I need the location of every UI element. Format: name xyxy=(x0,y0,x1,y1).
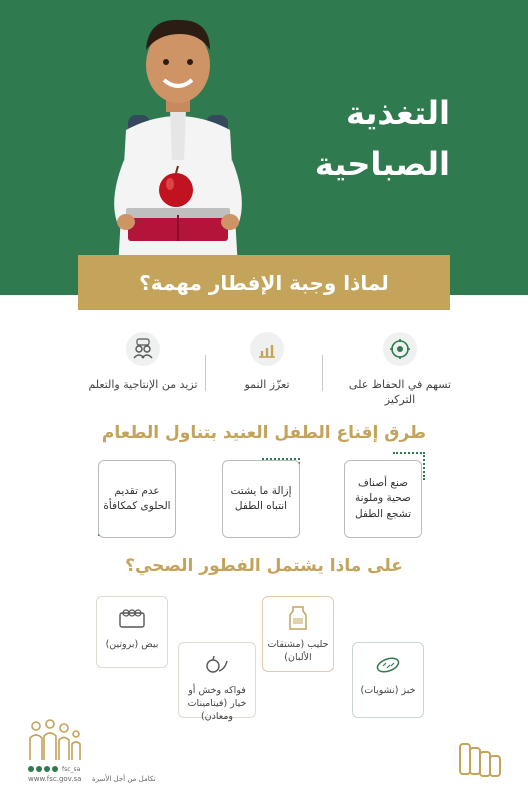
food-card-bread xyxy=(352,642,424,718)
footer-handle: fsc_sa xyxy=(62,766,81,773)
bread-icon xyxy=(374,651,402,677)
convince-section-title: طرق إقناع الطفل العنيد بتناول الطعام xyxy=(101,423,427,443)
convince-card-2 xyxy=(222,460,300,538)
benefit-focus-label: تسهم في الحفاظ على التركيز xyxy=(348,378,452,406)
benefit-productivity xyxy=(88,332,198,393)
social-icon[interactable] xyxy=(36,766,42,772)
people-discussion-icon xyxy=(126,332,160,366)
convince-card-2-text: إزالة ما يشتت انتباه الطفل xyxy=(230,484,292,512)
brain-gear-icon xyxy=(383,332,417,366)
why-breakfast-banner xyxy=(78,255,450,310)
boy-illustration xyxy=(88,10,268,268)
convince-card-1 xyxy=(344,460,422,538)
breakfast-section-title: على ماذا يشتمل الفطور الصحي؟ xyxy=(125,556,403,576)
corner-logo-icon xyxy=(458,738,502,778)
social-icon[interactable] xyxy=(52,766,58,772)
social-icons xyxy=(28,766,80,773)
footer-site-text: www.fsc.gov.sa xyxy=(28,775,82,783)
benefit-focus xyxy=(345,332,455,408)
food-eggs-label: بيض (بروتين) xyxy=(105,639,159,650)
hero-title-line2: الصباحية xyxy=(314,145,450,183)
benefit-growth-label: تعزّز النمو xyxy=(244,378,290,391)
food-milk-label: حليب (مشتقات الألبان) xyxy=(267,639,329,663)
social-icon[interactable] xyxy=(44,766,50,772)
convince-card-3 xyxy=(98,460,176,538)
benefit-productivity-label: تزيد من الإنتاجية والتعلم xyxy=(88,378,198,391)
family-council-logo xyxy=(26,716,82,762)
food-card-fruits xyxy=(178,642,256,722)
hero-title-line1: التغذية xyxy=(345,94,450,132)
divider xyxy=(205,355,206,391)
divider xyxy=(322,355,323,391)
benefit-growth xyxy=(212,332,322,393)
footer-site[interactable] xyxy=(28,775,81,783)
food-bread-label: خبز (نشويات) xyxy=(360,685,416,696)
food-fruits-label: فواكه وخش أو خيار (فيتامينات ومعادن) xyxy=(187,685,247,722)
fruits-icon xyxy=(203,651,231,677)
social-icon[interactable] xyxy=(28,766,34,772)
footer-tagline: تكامل من أجل الأسرة xyxy=(92,775,156,783)
convince-card-1-text: صنع أصناف صحية وملونة تشجع الطفل xyxy=(355,477,411,520)
convince-card-3-text: عدم تقديم الحلوى كمكافأة xyxy=(103,484,171,512)
food-card-eggs xyxy=(96,596,168,668)
milk-carton-icon xyxy=(284,605,312,631)
food-card-milk xyxy=(262,596,334,672)
growth-hand-icon xyxy=(250,332,284,366)
banner-text: لماذا وجبة الإفطار مهمة؟ xyxy=(139,270,389,295)
egg-carton-icon xyxy=(118,605,146,631)
